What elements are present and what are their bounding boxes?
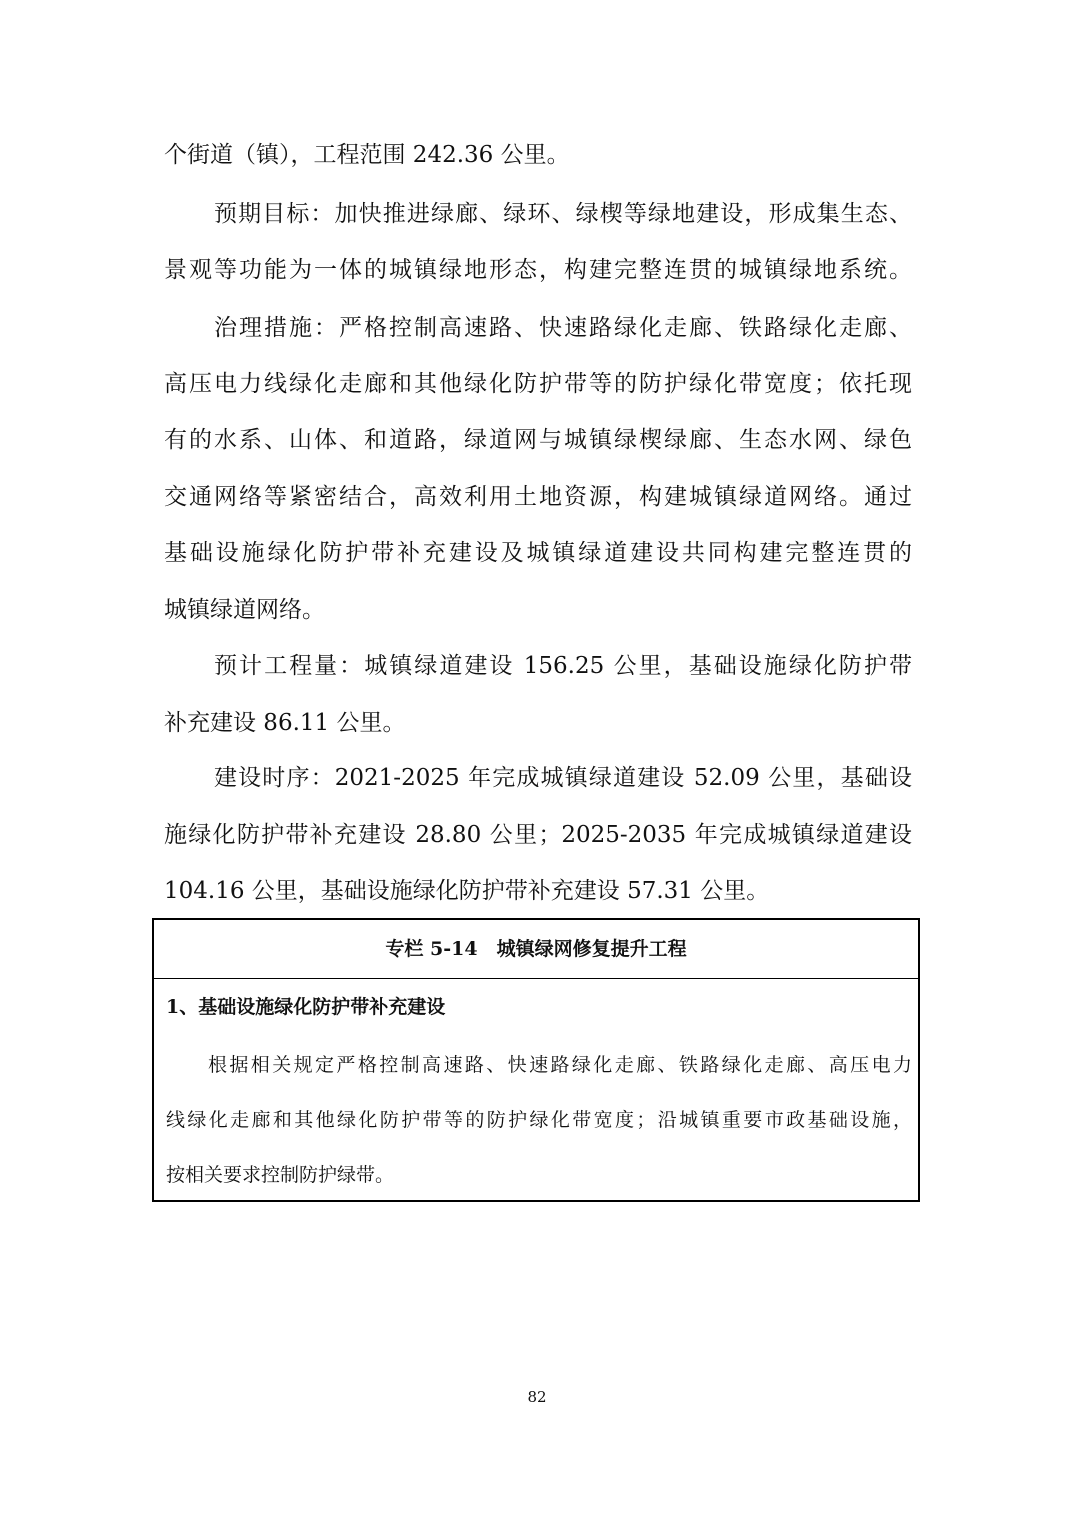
box-title: 专栏 5-14 城镇绿网修复提升工程 bbox=[154, 920, 918, 979]
body-line: 建设时序：2021-2025 年完成城镇绿道建设 52.09 公里，基础设 bbox=[214, 765, 912, 791]
box-line: 按相关要求控制防护绿带。 bbox=[166, 1164, 395, 1186]
body-line: 有的水系、山体、和道路，绿道网与城镇绿楔绿廊、生态水网、绿色 bbox=[164, 427, 912, 453]
column-box bbox=[152, 918, 920, 1202]
body-line: 预期目标：加快推进绿廊、绿环、绿楔等绿地建设，形成集生态、 bbox=[214, 201, 912, 227]
body-line: 交通网络等紧密结合，高效利用土地资源，构建城镇绿道网络。通过 bbox=[164, 484, 912, 510]
page-number: 82 bbox=[527, 1388, 547, 1406]
body-line: 施绿化防护带补充建设 28.80 公里；2025-2035 年完成城镇绿道建设 bbox=[164, 822, 912, 848]
body-line: 景观等功能为一体的城镇绿地形态，构建完整连贯的城镇绿地系统。 bbox=[164, 257, 912, 283]
body-line: 补充建设 86.11 公里。 bbox=[164, 710, 406, 736]
body-line: 基础设施绿化防护带补充建设及城镇绿道建设共同构建完整连贯的 bbox=[164, 540, 912, 566]
body-line: 个街道（镇），工程范围 242.36 公里。 bbox=[164, 142, 570, 168]
body-line: 高压电力线绿化走廊和其他绿化防护带等的防护绿化带宽度；依托现 bbox=[164, 371, 912, 397]
box-subtitle: 1、基础设施绿化防护带补充建设 bbox=[166, 996, 446, 1018]
body-line: 104.16 公里，基础设施绿化防护带补充建设 57.31 公里。 bbox=[164, 878, 770, 904]
body-line: 治理措施：严格控制高速路、快速路绿化走廊、铁路绿化走廊、 bbox=[214, 315, 912, 341]
body-line: 城镇绿道网络。 bbox=[164, 597, 325, 623]
body-line: 预计工程量：城镇绿道建设 156.25 公里，基础设施绿化防护带 bbox=[214, 653, 912, 679]
box-line: 根据相关规定严格控制高速路、快速路绿化走廊、铁路绿化走廊、高压电力 bbox=[208, 1054, 912, 1076]
box-line: 线绿化走廊和其他绿化防护带等的防护绿化带宽度；沿城镇重要市政基础设施， bbox=[166, 1109, 912, 1131]
